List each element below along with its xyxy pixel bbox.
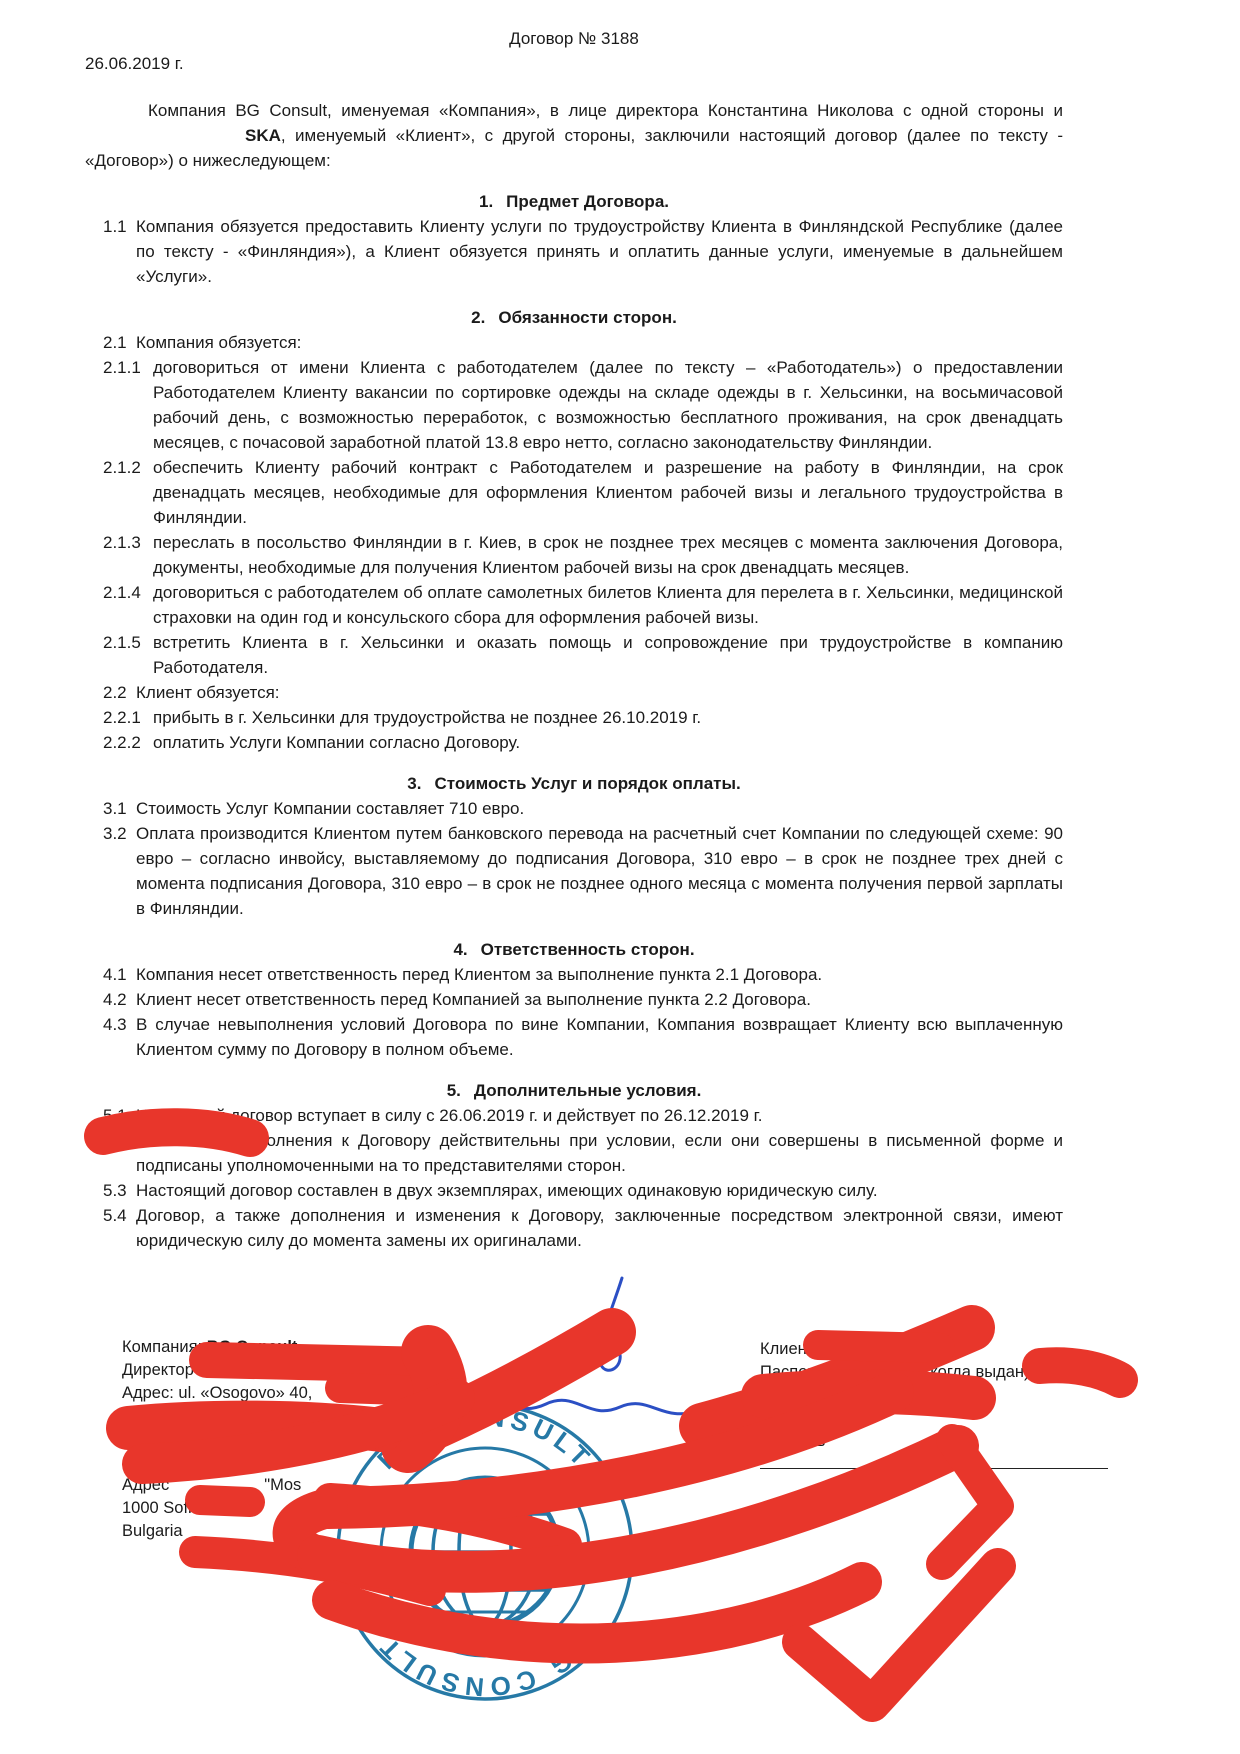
company-line: Компания: BG Consult [122,1338,298,1356]
intro-paragraph [85,98,1063,173]
client-line: Клиен [760,1340,807,1358]
bank-requisites-label: Банковские реквизиты: [122,1407,317,1425]
section-number: 4. [453,940,468,959]
bank-address-line: Адрес "Mos [122,1476,302,1494]
stamp-ring-text-bottom: BG CONSULT [371,1628,599,1703]
address-line: Адрес: ul. «Osogovo» 40, a. [122,1384,422,1402]
clause-5-1: 5.1 Настоящий договор вступает в силу с 26.06.2019 г. и действует по 26.12.2019 г. [103,1106,763,1125]
section-heading-2 [85,305,1063,330]
section-title: Ответственность сторон. [480,940,695,959]
clause-4-2: 4.2 Клиент несет ответственность перед Компанией за выполнение пункта 2.2 Договора. [103,990,811,1009]
clause-4-3: 4.3 В случае невыполнения условий Договора по вине Компании, Компания возвращает Клиенту всю выплаченную Клиентом сумму по Договору в полном объеме. [103,1015,1063,1059]
intro-text-after: , именуемый «Клиент», с другой стороны, заключили настоящий договор (далее по тексту - «Договор») о нижеследующем: [85,126,1063,170]
director-line: Директор [122,1361,194,1379]
stamp-ring-text-top: BG CONSULT [371,1401,599,1476]
section-title: Предмет Договора. [506,192,669,211]
clause-2-2-1: 2.2.1 прибыть в г. Хельсинки для трудоустройства не позднее 26.10.2019 г. [103,708,702,727]
city-line: 1000 Sofia [122,1499,201,1517]
section-heading-1 [85,189,1063,214]
redacted-client-name-fragment: SKA [245,126,281,145]
clause-2-1-5: 2.1.5 встретить Клиента в г. Хельсинки и оказать помощь и сопровождение при трудоустройстве в компанию Работодателя. [103,633,1063,677]
section-title: Стоимость Услуг и порядок оплаты. [434,774,741,793]
country-line: Bulgaria [122,1522,183,1540]
clause-4-1: 4.1 Компания несет ответственность перед Клиентом за выполнение пункта 2.1 Договора. [103,965,823,984]
clause-2-2-2: 2.2.2 оплатить Услуги Компании согласно Договору. [103,733,521,752]
section-number: 1. [478,192,494,211]
signature-line [760,1467,1108,1469]
clause-2-1-3: 2.1.3 переслать в посольство Финляндии в г. Киев, в срок не позднее трех месяцев с момента заключения Договора, документы, необходимые для получения Клиентом рабочей визы на срок двенадцать месяцев. [103,533,1063,577]
clause-5-2: 5.2 Изменения, дополнения к Договору действительны при условии, если они совершены в письменной форме и подписаны уполномоченными на то представителями сторон. [103,1131,1063,1175]
section-title: Дополнительные условия. [473,1081,702,1100]
document-title: Договор № 3188 [509,29,639,48]
document-date: 26.06.2019 г. [85,54,184,73]
clause-3-1: 3.1 Стоимость Услуг Компании составляет 710 евро. [103,799,525,818]
section-number: 2. [471,308,486,327]
section-heading-3 [85,771,1063,796]
section-title: Обязанности сторон. [498,308,677,327]
company-name: BG Consult [206,1338,298,1356]
company-requisites [122,1336,421,1543]
clause-3-2: 3.2 Оплата производится Клиентом путем банковского перевода на расчетный счет Компании по следующей схеме: 90 евро – согласно инвойсу, выставляемому до подписания Договора, 310 евро – в срок не позднее трех дней с момента подписания Договора, 310 евро – в срок не позднее одного месяца с момента получения первой зарплаты в Финляндии. [103,824,1063,918]
spacer [760,1384,1108,1430]
clause-1-1: 1.1 Компания обязуется предоставить Клиенту услуги по трудоустройству Клиента в Финляндской Республике (далее по тексту - «Финляндия»), а Клиент обязуется принять и оплатить данные услуги, именуемые в дальнейшем «Услуги». [103,217,1063,286]
section-number: 3. [407,774,422,793]
client-requisites [760,1338,1108,1469]
signature-label: Подпись [760,1432,826,1450]
section-number: 5. [446,1081,461,1100]
clause-2-1-4: 2.1.4 договориться с работодателем об оплате самолетных билетов Клиента для перелета в г. Хельсинки, медицинской страховки на один год и консульского сбора для оформления рабочей визы. [103,583,1063,627]
passport-line: Паспорт (серия, где и когда выдан): F [760,1363,1049,1381]
stamp-star-right-icon: ★ [605,1542,628,1562]
section-heading-5 [85,1078,1063,1103]
clause-2-1: 2.1 Компания обязуется: [103,333,302,352]
clause-2-1-1: 2.1.1 договориться от имени Клиента с работодателем (далее по тексту – «Работодатель») о предоставлении Работодателем Клиенту вакансии по сортировке одежды на складе одежды в г. Хельсинки, на восьмичасовой рабочий день, с возможностью переработок, с возможностью бесплатного проживания, на срок двенадцать месяцев, с почасовой заработной платой 13.8 евро нетто, согласно законодательству Финляндии. [103,358,1063,452]
clause-5-4: 5.4 Договор, а также дополнения и изменения к Договору, заключенные посредством электронной связи, имеют юридическую силу до момента замены их оригиналами. [103,1206,1063,1250]
signature-block [0,1334,1240,1754]
clause-5-3: 5.3 Настоящий договор составлен в двух экземплярах, имеющих одинаковую юридическую силу. [103,1181,878,1200]
clause-2-2: 2.2 Клиент обязуется: [103,683,280,702]
redacted-line [122,1451,421,1474]
clause-2-1-2: 2.1.2 обеспечить Клиенту рабочий контракт с Работодателем и разрешение на работу в Финляндии, на срок двенадцать месяцев, необходимые для оформления Клиентом рабочей визы и легального трудоустройства в Финляндии. [103,458,1063,527]
section-heading-4 [85,937,1063,962]
stamp-star-left-icon: ★ [342,1542,365,1562]
bank-account-line: 00000943 [212,1430,286,1448]
intro-text-before: Компания BG Consult, именуемая «Компания», в лице директора Константина Николова с одной стороны и [148,101,1063,120]
